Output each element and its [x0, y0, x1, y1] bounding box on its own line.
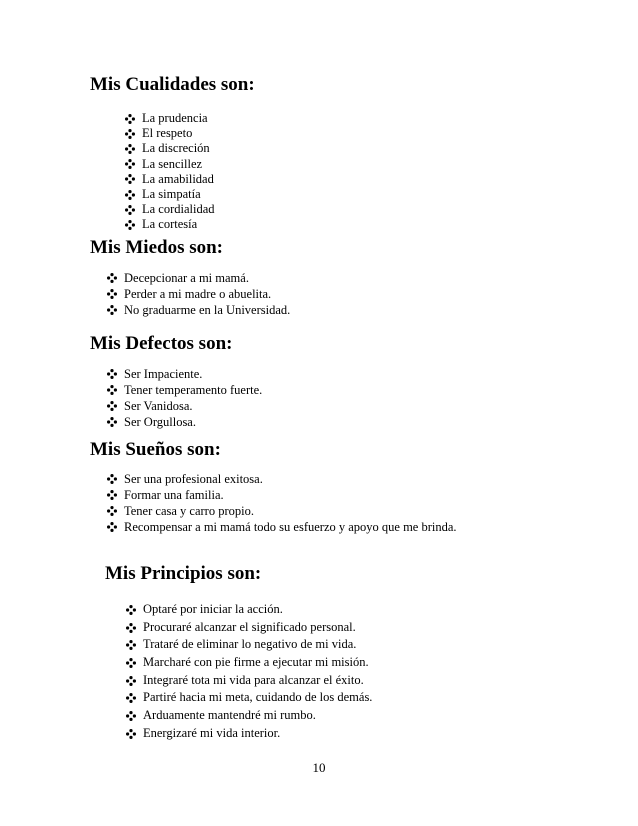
- section-heading-cualidades: Mis Cualidades son:: [90, 74, 255, 95]
- diamond-bullet-icon: [126, 605, 136, 615]
- diamond-bullet-icon: [126, 676, 136, 686]
- diamond-bullet-icon: [126, 693, 136, 703]
- diamond-bullet-icon: [107, 305, 117, 315]
- diamond-bullet-icon: [107, 289, 117, 299]
- diamond-bullet-icon: [126, 640, 136, 650]
- page-number: 10: [312, 760, 326, 775]
- document-page: Mis Cualidades son: La prudencia El respeto La discreción La sencillez La amabilidad La simpatía La cordialidad La cortesía Mis Miedos son: Decepcionar a mi mamá. Perder a mi madre o abuelita. No graduarme en la Universidad. Mis Defectos son: Ser Impaciente. Tener temperamento fuerte. Ser Vanidosa. Ser Orgullosa. Mis Sueños son: Ser una profesional exitosa. Formar una familia. Tener casa y carro propio. Recompensar a mi mamá todo su esfuerzo y apoyo que me brinda. Mis Principios son: Optaré por iniciar la acción. Procuraré alcanzar el significado personal. Trataré de eliminar lo negativo de mi vida. Marcharé con pie firme a ejecutar mi misión. Integraré tota mi vida para alcanzar el éxito. Partiré hacia mi meta, cuidando de los demás. Arduamente mantendré mi rumbo. Energizaré mi vida interior. 10: [0, 0, 638, 826]
- diamond-bullet-icon: [107, 385, 117, 395]
- diamond-bullet-icon: [126, 729, 136, 739]
- section-heading-miedos: Mis Miedos son:: [90, 237, 223, 258]
- diamond-bullet-icon: [125, 220, 135, 230]
- diamond-bullet-icon: [125, 190, 135, 200]
- diamond-bullet-icon: [107, 522, 117, 532]
- diamond-bullet-icon: [125, 114, 135, 124]
- diamond-bullet-icon: [107, 490, 117, 500]
- diamond-bullet-icon: [125, 205, 135, 215]
- diamond-bullet-icon: [125, 159, 135, 169]
- section-heading-defectos: Mis Defectos son:: [90, 333, 233, 354]
- diamond-bullet-icon: [125, 144, 135, 154]
- diamond-bullet-icon: [107, 474, 117, 484]
- section-heading-suenos: Mis Sueños son:: [90, 439, 221, 460]
- diamond-bullet-icon: [107, 369, 117, 379]
- diamond-bullet-icon: [125, 174, 135, 184]
- diamond-bullet-icon: [126, 623, 136, 633]
- diamond-bullet-icon: [107, 506, 117, 516]
- diamond-bullet-icon: [107, 401, 117, 411]
- diamond-bullet-icon: [107, 273, 117, 283]
- diamond-bullet-icon: [126, 658, 136, 668]
- diamond-bullet-icon: [107, 417, 117, 427]
- diamond-bullet-icon: [125, 129, 135, 139]
- diamond-bullet-icon: [126, 711, 136, 721]
- section-heading-principios: Mis Principios son:: [105, 563, 262, 584]
